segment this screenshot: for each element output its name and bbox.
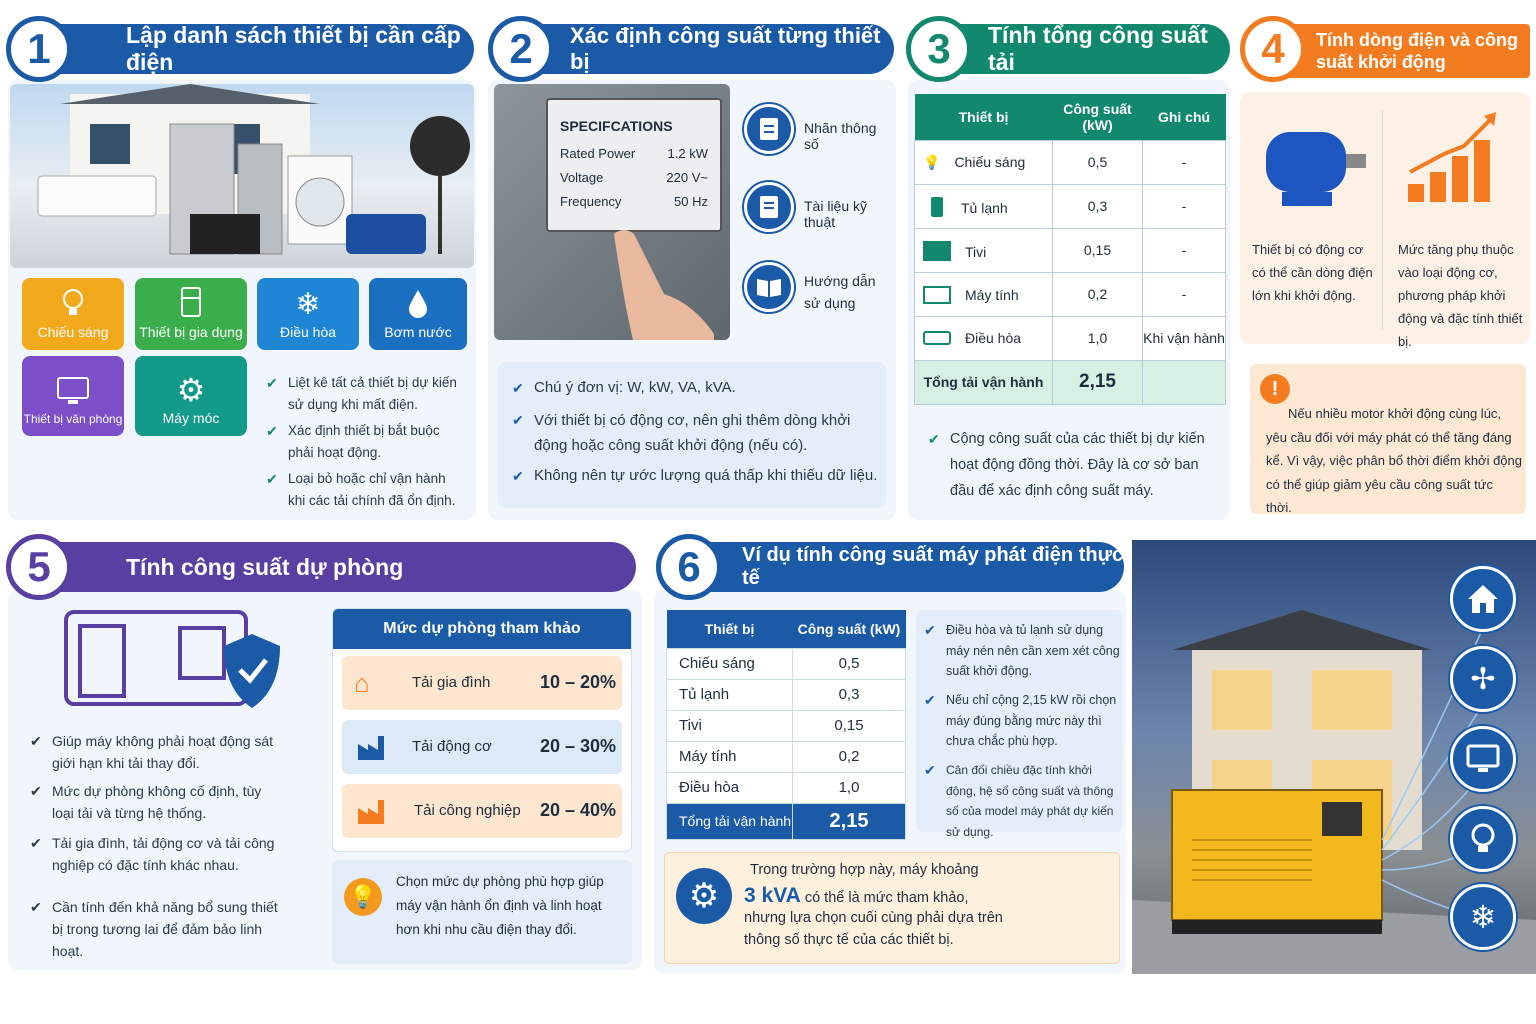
section-1-number: 1 [6,16,72,82]
col-device: Thiết bị [667,610,793,648]
section-3-header [940,24,1230,74]
s1-check-3: ✔ Loại bỏ hoặc chỉ vận hành khi các tải chính đã ổn định. [266,468,466,512]
device-cell [915,228,1053,272]
load-table-header [915,94,1226,140]
source-label-text: Nhãn thông số [804,120,877,152]
table-row [915,316,1226,360]
section-1-header [40,24,474,74]
conclusion-gear-icon: ⚙ [676,868,732,924]
device-cell: Tivi [667,710,793,741]
lightbulb-icon [1450,806,1516,872]
conclusion-line-2-text: có thể là mức tham khảo, [804,890,969,906]
tile-office-equipment [22,356,124,436]
power-cell: 0,5 [1053,140,1143,184]
section-5-header [40,542,636,592]
device-cell [915,184,1053,228]
col-note: Ghi chú [1143,94,1226,140]
spec-value: 1.2 kW [667,146,708,161]
s5-check-2: ✔ Mức dự phòng không cố định, tùy loại tải và từng hệ thống. [30,780,280,824]
source-docs-text: Tài liệu kỹ thuật [804,198,868,230]
rising-chart-icon [1404,110,1504,206]
ref-row-household [342,656,622,710]
device-name: Chiếu sáng [954,153,1026,170]
conclusion-line-2 [744,884,969,908]
ref-value: 20 – 30% [540,736,617,756]
warning-icon: ! [1260,374,1290,404]
s5-check-4: ✔ Cần tính đến khả năng bổ sung thiết bị trong tương lai để đảm bảo linh hoạt. [30,896,290,962]
s4-warning-text: Nếu nhiều motor khởi động cùng lúc, yêu cầu đối với máy phát có thể tăng đáng kể. Vì vậy, việc phân bổ thời điểm khởi động có thể giúp giảm yêu cầu công suất tức thời. [1266,406,1523,515]
power-cell: 0,2 [1053,272,1143,316]
power-cell: 0,15 [793,710,906,741]
source-manual-text: Hướng dẫn sử dụng [804,273,876,311]
device-name: Tivi [965,243,987,260]
tile-machinery [135,356,247,436]
tile-lighting-label: Chiếu sáng [37,324,109,340]
laptop-icon [923,286,951,304]
ref-label: Tải gia đình [412,674,491,691]
gear-icon: ⚙ [176,372,206,408]
home-icon [1450,566,1516,632]
device-cell: Chiếu sáng [667,648,793,679]
section-3-title: Tính tổng công suất tải [988,22,1208,75]
spec-value: 220 V~ [666,170,708,185]
s4-divider [1382,110,1383,330]
device-cell: Máy tính [667,741,793,772]
document-icon [744,182,794,232]
table-row [667,710,906,741]
air-conditioner-icon [923,331,951,345]
s6-check-3: ✔ Cân đối chiều đặc tính khởi động, hệ số công suất và thông số của model máy phát dự kiến sử dụng. [924,760,1120,842]
device-cell: Điều hòa [667,772,793,803]
factory-icon [356,732,390,762]
device-name: Tủ lạnh [961,199,1008,216]
table-row [667,741,906,772]
total-row [915,360,1226,404]
table-row [915,272,1226,316]
fridge-icon [180,286,202,318]
tv-icon [923,241,951,261]
section-2-header [522,24,894,74]
device-cell [915,140,1053,184]
lightbulb-icon [60,288,86,318]
example-table-header [667,610,906,648]
tile-office-equipment-label: Thiết bị văn phòng [23,412,123,426]
tile-air-conditioner-label: Điều hòa [279,324,337,340]
section-2-number: 2 [488,16,554,82]
table-row [667,648,906,679]
device-name: Điều hòa [965,330,1022,346]
fan-icon: ✢ [1450,646,1516,712]
finger-pointing [604,224,724,340]
table-row [667,772,906,803]
device-cell: Tủ lạnh [667,679,793,710]
spec-label-title: SPECIFCATIONS [560,118,673,134]
s2-check-2: ✔ Với thiết bị có động cơ, nên ghi thêm dòng khởi động hoặc công suất khởi động (nếu có). [512,408,880,458]
lightbulb-icon: 💡 [923,153,941,170]
spec-key: Rated Power [560,146,636,161]
note-cell: - [1143,140,1226,184]
s1-check-2: ✔ Xác định thiết bị bắt buộc phải hoạt động. [266,420,466,464]
label-icon [744,104,794,154]
s3-note: ✔ Cộng công suất của các thiết bị dự kiến hoạt động đồng thời. Đây là cơ sở ban đầu để xác định công suất máy. [928,426,1214,504]
load-table [914,94,1226,405]
s6-check-1: ✔ Điều hòa và tủ lạnh sử dụng máy nén nên cần xem xét công suất khởi động. [924,620,1120,682]
note-cell: - [1143,228,1226,272]
s5-check-1: ✔ Giúp máy không phải hoạt động sát giới hạn khi tải thay đổi. [30,730,280,774]
device-cell [915,316,1053,360]
table-row [915,184,1226,228]
ref-value: 20 – 40% [540,800,617,820]
section-3-number: 3 [906,16,972,82]
col-device: Thiết bị [915,94,1053,140]
monitor-icon [56,376,90,406]
spec-row-frequency [560,194,708,209]
book-icon [744,262,794,312]
power-cell: 0,2 [793,741,906,772]
s4-right-text: Mức tăng phụ thuộc vào loại động cơ, phương pháp khởi động và đặc tính thiết bị. [1398,242,1523,349]
table-row [915,228,1226,272]
tip-lightbulb-icon: 💡 [344,878,382,916]
spec-row-voltage [560,170,708,185]
generator-shield-icon [60,606,290,716]
table-row [667,679,906,710]
note-cell: - [1143,272,1226,316]
total-note [1143,360,1226,404]
tip-text: Chọn mức dự phòng phù hợp giúp máy vận hành ổn định và linh hoạt hơn khi nhu cầu điện thay đổi. [396,874,604,937]
section-1-title: Lập danh sách thiết bị cần cấp điện [126,22,461,75]
ref-label: Tải công nghiệp [414,802,521,819]
recommended-capacity: 3 kVA [744,884,801,907]
section-4-number: 4 [1240,16,1306,82]
snowflake-icon: ❄ [295,288,321,321]
spec-key: Frequency [560,194,622,209]
example-table [666,610,906,840]
spec-key: Voltage [560,170,604,185]
s5-check-3: ✔ Tải gia đình, tải động cơ và tải công nghiệp có đặc tính khác nhau. [30,832,310,876]
monitor-icon [1450,726,1516,792]
s1-check-1: ✔ Liệt kê tất cả thiết bị dự kiến sử dụng khi mất điện. [266,372,466,416]
section-6-number: 6 [656,534,722,600]
s6-check-2: ✔ Nếu chỉ cộng 2,15 kW rồi chọn máy đúng bằng mức này thì chưa chắc phù hợp. [924,690,1120,752]
section-6-title: Ví dụ tính công suất máy phát điện thực tế [742,544,1124,589]
fridge-icon [931,197,943,217]
section-4-title: Tính dòng điện và công suất khởi động [1316,30,1518,72]
ref-label: Tải động cơ [412,738,492,755]
s4-left-text: Thiết bị có động cơ có thể cần dòng điện lớn khi khởi động. [1252,242,1373,303]
total-value: 2,15 [1053,360,1143,404]
conclusion-line-1: Trong trường hợp này, máy khoảng [750,862,979,878]
industrial-factory-icon [356,796,390,826]
power-cell: 0,3 [793,679,906,710]
conclusion-line-4: thông số thực tế của các thiết bị. [744,932,954,948]
total-row [667,803,906,839]
water-drop-icon [407,288,429,318]
ref-row-motor [342,720,622,774]
power-cell: 0,5 [793,648,906,679]
ref-value: 10 – 20% [540,672,617,692]
section-5-title: Tính công suất dự phòng [126,553,404,580]
power-cell: 1,0 [1053,316,1143,360]
conclusion-line-3: nhưng lựa chọn cuối cùng phải dựa trên [744,910,1003,926]
tile-home-appliances-label: Thiết bị gia dụng [139,324,243,340]
col-power: Công suất (kW) [793,610,906,648]
power-cell: 1,0 [793,772,906,803]
tile-home-appliances [135,278,247,350]
total-label: Tổng tải vận hành [915,360,1053,404]
snowflake-icon: ❄ [1450,884,1516,950]
spec-value: 50 Hz [674,194,708,209]
appliances-image [10,84,474,268]
col-power: Công suất (kW) [1053,94,1143,140]
s2-check-1: ✔ Chú ý đơn vị: W, kW, VA, kVA. [512,376,880,400]
section-6-header [688,542,1124,592]
tile-lighting [22,278,124,350]
device-name: Máy tính [965,286,1019,303]
tile-air-conditioner [257,278,359,350]
tile-machinery-label: Máy móc [162,410,220,426]
power-cell: 0,15 [1053,228,1143,272]
appliances-illustration [10,84,474,268]
total-label: Tổng tải vận hành [667,803,793,839]
spec-label-photo [494,84,730,340]
section-4-header [1276,24,1530,78]
note-cell: Khi vận hành [1143,316,1226,360]
house-icon: ⌂ [354,668,370,698]
reference-title: Mức dự phòng tham khảo [333,609,631,649]
electric-motor-icon [1252,112,1368,212]
table-row [915,140,1226,184]
tile-water-pump [369,278,467,350]
tile-water-pump-label: Bơm nước [384,324,452,340]
power-cell: 0,3 [1053,184,1143,228]
s2-check-3: ✔ Không nên tự ước lượng quá thấp khi thiếu dữ liệu. [512,464,880,488]
spec-label [546,98,722,232]
section-2-title: Xác định công suất từng thiết bị [570,23,881,74]
section-5-number: 5 [6,534,72,600]
note-cell: - [1143,184,1226,228]
spec-row-power [560,146,708,161]
device-cell [915,272,1053,316]
total-value: 2,15 [793,803,906,839]
ref-row-industrial [342,784,622,838]
